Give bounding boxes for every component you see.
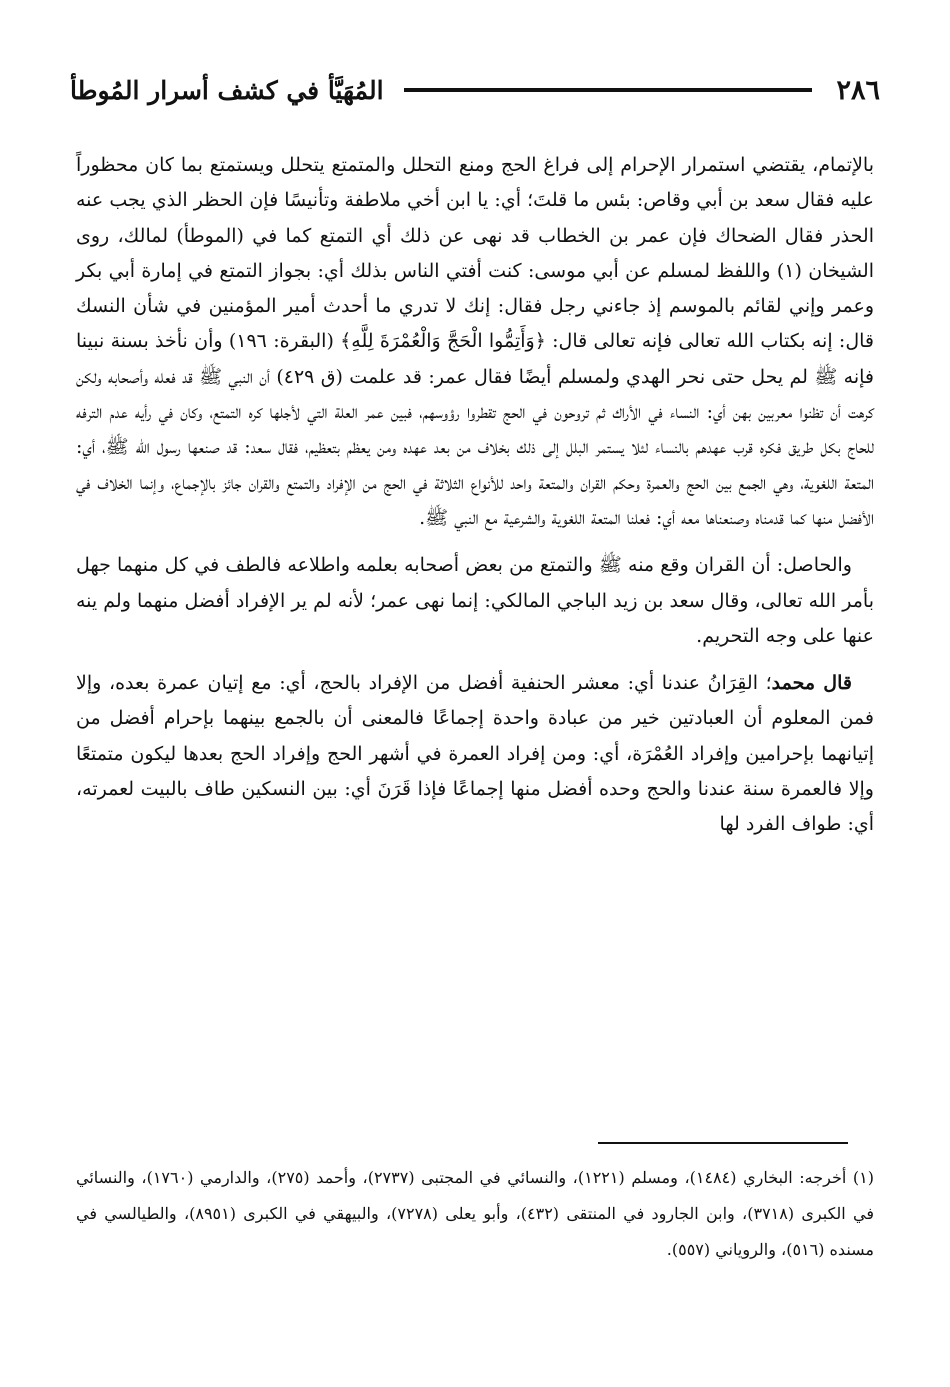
paragraph-2: والحاصل: أن القران وقع منه ﷺ والتمتع من بعض أصحابه بعلمه واطلاعه فالطف في كل منهما جهل بأمر الله تعالى، وقال سعد بن زيد الباجي المالكي: إنما نهى عمر؛ لأنه لم ير الإفراد أفضل منهما ولم ينه عنها على وجه التحريم.	[76, 554, 874, 647]
paragraph-3-lead: قال محمد	[771, 672, 852, 695]
main-text	[76, 148, 874, 843]
paragraph-3-text: ؛ القِرَانُ عندنا أي: معشر الحنفية أفضل من الإفراد بالحج، أي: مع إتيان عمرة بعده، وإلا فمن المعلوم أن العبادتين خير من عبادة واحدة إجماعًا فالمعنى أن بالجمع بينهما بإحرام أفضل من إتيانهما بإحرامين وإفراد العُمْرَة، أي: ومن إفراد العمرة في أشهر الحج وإفراد الحج بعدها ليكون متمتعًا وإلا فالعمرة سنة عندنا والحج وحده أفضل منها إجماعًا فإذا قَرَنَ أي: بين النسكين طاف بالبيت لعمرته، أي: طواف الفرد لها	[76, 672, 874, 836]
footnote-separator	[598, 1142, 848, 1144]
paragraph-3	[76, 666, 874, 842]
page-header	[70, 70, 880, 110]
running-title: المُهَيَّأ في كشف أسرار المُوطأ	[70, 75, 384, 105]
footnote: (١) أخرجه: البخاري (١٤٨٤)، ومسلم (١٢٢١)، والنسائي في المجتبى (٢٧٣٧)، وأحمد (٢٧٥)، والدارمي (١٧٦٠)، والنسائي في الكبرى (٣٧١٨)، وابن الجارود في المنتقى (٤٣٢)، وأبو يعلى (٧٢٧٨)، والبيهقي في الكبرى (٨٩٥١)، والطيالسي في مسنده (٥١٦)، والروياني (٥٥٧).	[76, 1168, 875, 1259]
page-number: ٢٨٦	[836, 74, 880, 106]
paragraph-1: بالإتمام، يقتضي استمرار الإحرام إلى فراغ الحج ومنع التحلل والمتمتع يتحلل ويستمتع بما كان محظوراً عليه فقال سعد بن أبي وقاص: بئس ما قلتَ؛ أي: يا ابن أخي ملاطفة وتأنيسًا فإن الحظر الذي يجب عنه الحذر فقال الضحاك فإن عمر بن الخطاب قد نهى عن ذلك أي التمتع كما في (الموطأ) لمالك، روى الشيخان (١) واللفظ لمسلم عن أبي موسى: كنت أفتي الناس بذلك أي: بجواز التمتع في إمارة أبي بكر وعمر وإني لقائم بالموسم إذ جاءني رجل فقال: إنك لا تدري ما أحدث أمير المؤمنين في شأن النسك قال: إنه بكتاب الله تعالى فإنه تعالى قال: ﴿وَأَتِمُّوا الْحَجَّ وَالْعُمْرَةَ لِلَّهِ﴾ (البقرة: ١٩٦) وأن نأخذ بسنة نبينا فإنه ﷺ لم يحل حتى نحر الهدي ولمسلم أيضًا فقال عمر: قد علمت (ق ٤٢٩) أن النبي ﷺ قد فعله وأصحابه ولكن كرهت أن تظنوا معربين بهن أي: النساء في الأراك ثم تروحون في الحج تقطروا رؤوسهم، فبين عمر العلة التي لأجلها كره التمتع، وكان في رأيه عدم الترفه للحاج بكل طريق فكره قرب عهدهم بالنساء لئلا يستمر البلل إلى ذلك بخلاف من بعد عهده ومن يعظم بتعظيم، فقال سعد: قد صنعها رسول الله ﷺ، أي: المتعة اللغوية، وهي الجمع بين الحج والعمرة وحكم القران والمتعة واحد للأنواع الثلاثة في الحج من الإفراد والتمتع والقران جائز بالإجماع، وإنما الخلاف في الأفضل منها كما قدمناه وصنعناها معه أي: فعلنا المتعة اللغوية والشرعية مع النبي ﷺ.	[76, 154, 875, 529]
header-rule	[404, 88, 813, 92]
